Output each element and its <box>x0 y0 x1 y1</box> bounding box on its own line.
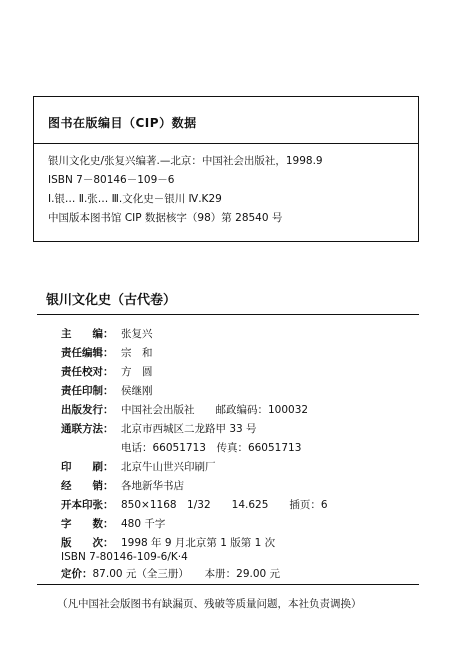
credit-row <box>61 551 188 563</box>
credit-label: 经 销： <box>61 480 114 492</box>
credit-row <box>61 421 257 436</box>
credit-label: 版 次： <box>61 537 114 549</box>
credit-row <box>61 535 275 550</box>
credit-value: 中国社会出版社 邮政编码：100032 <box>121 404 309 416</box>
credit-value: 480 千字 <box>121 518 166 530</box>
quality-notice: （凡中国社会版图书有缺漏页、残破等质量问题，本社负责调换） <box>57 598 362 610</box>
credit-value: 1998 年 9 月北京第 1 版第 1 次 <box>121 537 276 549</box>
credit-value: 张复兴 <box>121 328 153 340</box>
cip-line-4: 中国版本图书馆 CIP 数据核字（98）第 28540 号 <box>48 212 283 224</box>
cip-line-3: Ⅰ.银… Ⅱ.张… Ⅲ.文化史－银川 Ⅳ.K29 <box>48 193 222 205</box>
cip-divider <box>34 143 418 144</box>
credit-label <box>61 440 121 455</box>
credit-label: 责任编辑： <box>61 347 114 359</box>
footer-divider <box>37 584 419 585</box>
credit-label: 开本印张： <box>61 499 114 511</box>
credit-row <box>61 326 153 341</box>
credit-value: 850×1168 1/32 14.625 插页：6 <box>121 499 328 511</box>
credit-value: 各地新华书店 <box>121 480 184 492</box>
credit-value: 北京市西城区二龙路甲 33 号 <box>121 423 257 435</box>
credit-row <box>61 345 153 360</box>
credit-row <box>61 478 184 493</box>
price-row <box>61 566 280 581</box>
credit-label: 通联方法： <box>61 423 114 435</box>
credit-value: ISBN 7-80146-109-6/K·4 <box>61 551 188 563</box>
cip-line-2: ISBN 7－80146－109－6 <box>48 174 175 186</box>
title-divider <box>37 314 419 315</box>
credit-label: 主 编： <box>61 328 114 340</box>
credit-row <box>61 383 153 398</box>
credit-value: 北京牛山世兴印刷厂 <box>121 461 216 473</box>
cip-data-box <box>33 96 419 242</box>
credit-row <box>61 364 153 379</box>
book-title: 银川文化史（古代卷） <box>46 293 177 308</box>
credit-label: 出版发行： <box>61 404 114 416</box>
credit-label: 责任校对： <box>61 366 114 378</box>
price-value: 87.00 元（全三册） 本册：29.00 元 <box>92 568 281 580</box>
credit-row <box>61 402 308 417</box>
credit-value: 侯继刚 <box>121 385 153 397</box>
credit-label: 责任印制： <box>61 385 114 397</box>
credit-value: 电话：66051713 传真：66051713 <box>121 442 302 454</box>
credit-label: 印 刷： <box>61 461 114 473</box>
credit-row <box>61 459 216 474</box>
cip-title: 图书在版编目（CIP）数据 <box>48 116 197 130</box>
cip-line-1: 银川文化史/张复兴编著.—北京：中国社会出版社，1998.9 <box>48 155 323 167</box>
credit-value: 宗 和 <box>121 347 153 359</box>
price-label: 定价： <box>61 568 93 580</box>
credit-label: 字 数： <box>61 518 114 530</box>
credit-row <box>61 516 165 531</box>
credit-value: 方 圆 <box>121 366 153 378</box>
credit-row <box>61 440 301 455</box>
credit-row <box>61 497 328 512</box>
